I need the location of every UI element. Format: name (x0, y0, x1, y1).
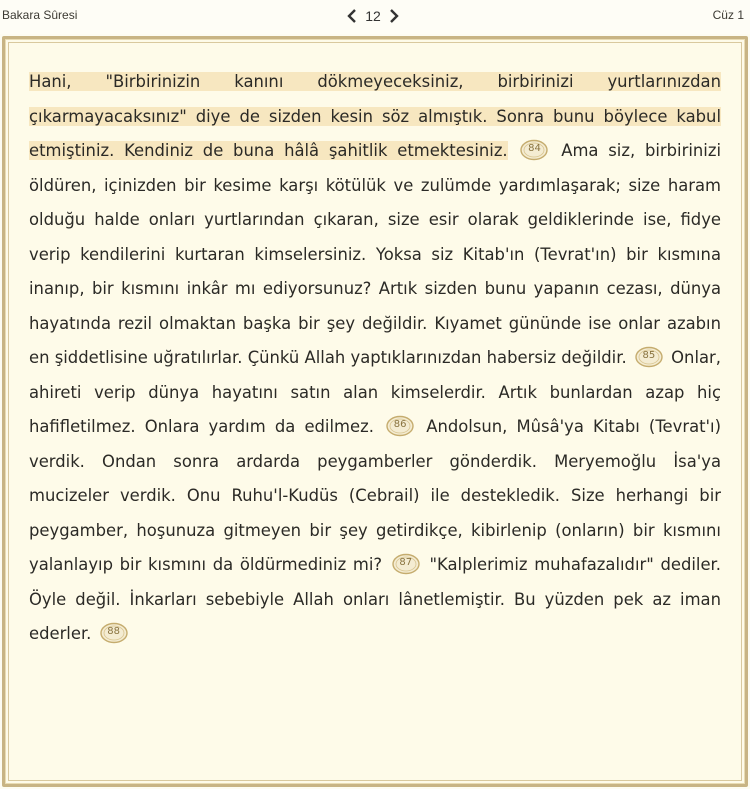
verse-number: 87 (399, 557, 413, 569)
verse-text[interactable]: "Kalplerimiz muhafazalıdır" dediler. Öyle değil. İnkarları sebebiyle Allah onları lânetlemiştir. Bu yüzden pek az iman ederler. (29, 555, 721, 643)
previous-page-button[interactable] (345, 7, 359, 25)
verse-marker[interactable] (385, 415, 415, 437)
verse-number: 86 (393, 419, 407, 431)
verse-number: 85 (642, 350, 656, 362)
verse-number: 84 (528, 143, 541, 155)
verse-marker[interactable] (519, 139, 549, 161)
next-page-button[interactable] (387, 7, 401, 25)
verse-text[interactable]: Ama siz, birbirinizi öldüren, içinizden bir kesime karşı kötülük ve zulümde yardımlaşarak; size haram olduğu halde onları yurtlarından çıkaran, size esir olarak geldiklerinde ise, fidye verip kendilerini kurtaran kimselersiniz. Yoksa siz Kitab'ın (Tevrat'ın) bir kısmına inanıp, bir kısmını inkâr mı ediyorsunuz? Artık sizden bunu yapanın cezası, dünya hayatında rezil olmaktan başka bir şey değildir. Kıyamet gününde ise onlar azabın en şiddetlisine uğratılırlar. Çünkü Allah yaptıklarınızdan habersiz değildir. (29, 141, 722, 367)
verse-text[interactable]: Onlar, ahireti verip dünya hayatını satın alan kimselerdir. Artık bunlardan azap hiç hafifletilmez. Onlara yardım da edilmez. (29, 348, 721, 436)
juz-label: Cüz 1 (712, 8, 744, 22)
surah-name: Bakara Sûresi (2, 8, 78, 22)
chevron-left-icon (347, 9, 357, 23)
verse-text[interactable]: Andolsun, Mûsâ'ya Kitabı (Tevrat'ı) verdik. Ondan sonra ardarda peygamberler gönderdik. Meryemoğlu İsa'ya mucizeler verdik. Onu Ruhu'l-Kudüs (Cebrail) ile destekledik. Size herhangi bir peygamber, hoşunuza gitmeyen bir şey getirdikçe, kibirlenip (onların) bir kısmını yalanlayıp bir kısmını da öldürmediniz mi? (29, 417, 722, 574)
translation-text (29, 65, 721, 652)
page-navigator (345, 4, 401, 28)
page-frame (2, 36, 748, 787)
page-number: 12 (365, 8, 381, 24)
verse-text-highlighted[interactable]: Hani, "Birbirinizin kanını dökmeyeceksiniz, birbirinizi yurtlarınızdan çıkarmayacaksınız" diye de sizden kesin söz almıştık. Sonra bunu böylece kabul etmiştiniz. Kendiniz de buna hâlâ şahitlik etmektesiniz. (29, 72, 721, 160)
verse-marker[interactable] (634, 346, 664, 368)
verse-number: 88 (107, 626, 120, 638)
verse-marker[interactable] (391, 553, 421, 575)
top-bar (0, 0, 750, 34)
verse-marker[interactable] (99, 622, 129, 644)
chevron-right-icon (389, 9, 399, 23)
